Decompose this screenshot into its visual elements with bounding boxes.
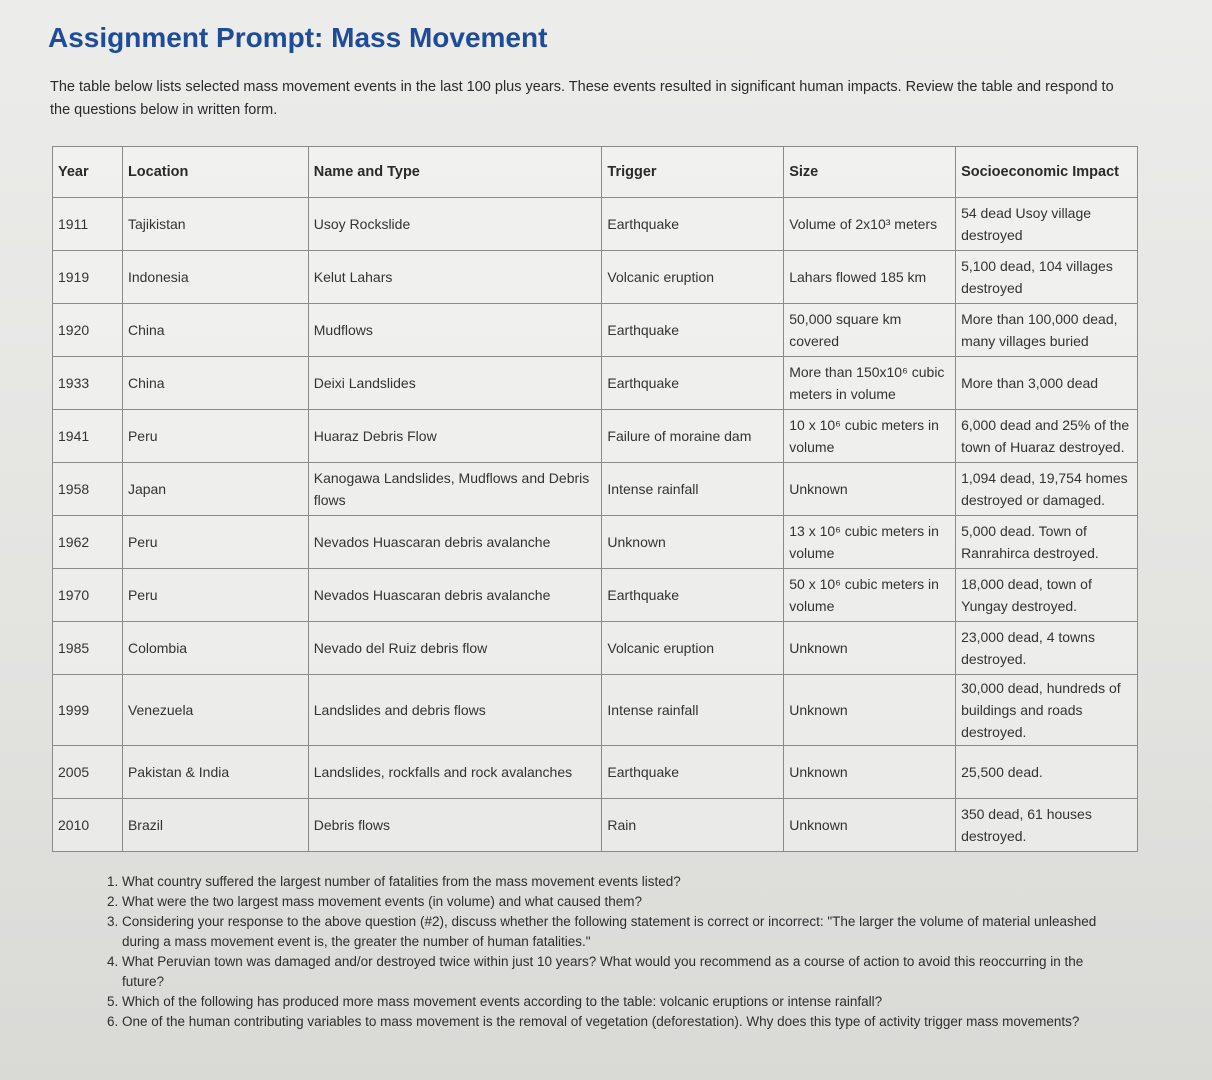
cell-impact: 1,094 dead, 19,754 homes destroyed or damaged. bbox=[956, 463, 1138, 516]
header-trigger: Trigger bbox=[602, 147, 784, 198]
question-item: 6. One of the human contributing variables to mass movement is the removal of vegetation (deforestation). Why does this type of activity trigger mass movements? bbox=[122, 1012, 1112, 1032]
cell-impact: 18,000 dead, town of Yungay destroyed. bbox=[956, 569, 1138, 622]
cell-impact: 350 dead, 61 houses destroyed. bbox=[956, 799, 1138, 852]
cell-location: Peru bbox=[122, 569, 308, 622]
cell-location: Peru bbox=[122, 410, 308, 463]
cell-size: Unknown bbox=[784, 622, 956, 675]
cell-year: 2010 bbox=[53, 799, 123, 852]
cell-trigger: Earthquake bbox=[602, 746, 784, 799]
cell-size: 10 x 10⁶ cubic meters in volume bbox=[784, 410, 956, 463]
cell-trigger: Intense rainfall bbox=[602, 463, 784, 516]
question-item: 5. Which of the following has produced more mass movement events according to the table: volcanic eruptions or intense rainfall? bbox=[122, 992, 1112, 1012]
cell-location: Japan bbox=[122, 463, 308, 516]
header-socioeconomic-impact: Socioeconomic Impact bbox=[956, 147, 1138, 198]
cell-location: Colombia bbox=[122, 622, 308, 675]
cell-year: 1970 bbox=[53, 569, 123, 622]
cell-year: 1985 bbox=[53, 622, 123, 675]
cell-location: Pakistan & India bbox=[122, 746, 308, 799]
cell-trigger: Failure of moraine dam bbox=[602, 410, 784, 463]
cell-impact: 25,500 dead. bbox=[956, 746, 1138, 799]
cell-year: 1958 bbox=[53, 463, 123, 516]
cell-name-type: Landslides, rockfalls and rock avalanches bbox=[308, 746, 602, 799]
table-row bbox=[53, 516, 1138, 569]
cell-name-type: Usoy Rockslide bbox=[308, 198, 602, 251]
cell-impact: More than 3,000 dead bbox=[956, 357, 1138, 410]
cell-impact: 54 dead Usoy village destroyed bbox=[956, 198, 1138, 251]
cell-year: 2005 bbox=[53, 746, 123, 799]
table-row bbox=[53, 569, 1138, 622]
cell-size: Volume of 2x10³ meters bbox=[784, 198, 956, 251]
page-title: Assignment Prompt: Mass Movement bbox=[48, 22, 548, 53]
cell-impact: 5,100 dead, 104 villages destroyed bbox=[956, 251, 1138, 304]
cell-trigger: Unknown bbox=[602, 516, 784, 569]
cell-size: More than 150x10⁶ cubic meters in volume bbox=[784, 357, 956, 410]
cell-year: 1941 bbox=[53, 410, 123, 463]
cell-name-type: Kanogawa Landslides, Mudflows and Debris flows bbox=[308, 463, 602, 516]
cell-trigger: Intense rainfall bbox=[602, 675, 784, 746]
cell-name-type: Nevados Huascaran debris avalanche bbox=[308, 569, 602, 622]
cell-name-type: Kelut Lahars bbox=[308, 251, 602, 304]
mass-movement-table bbox=[52, 146, 1138, 852]
table-row bbox=[53, 357, 1138, 410]
cell-year: 1911 bbox=[53, 198, 123, 251]
table-row bbox=[53, 675, 1138, 746]
cell-year: 1933 bbox=[53, 357, 123, 410]
question-item: 2. What were the two largest mass movement events (in volume) and what caused them? bbox=[122, 892, 1112, 912]
cell-year: 1919 bbox=[53, 251, 123, 304]
cell-name-type: Nevado del Ruiz debris flow bbox=[308, 622, 602, 675]
cell-trigger: Earthquake bbox=[602, 357, 784, 410]
table-row bbox=[53, 463, 1138, 516]
cell-impact: 23,000 dead, 4 towns destroyed. bbox=[956, 622, 1138, 675]
cell-impact: 5,000 dead. Town of Ranrahirca destroyed. bbox=[956, 516, 1138, 569]
cell-size: Unknown bbox=[784, 463, 956, 516]
cell-location: China bbox=[122, 357, 308, 410]
cell-year: 1999 bbox=[53, 675, 123, 746]
table-row bbox=[53, 799, 1138, 852]
cell-impact: 6,000 dead and 25% of the town of Huaraz destroyed. bbox=[956, 410, 1138, 463]
table-row bbox=[53, 198, 1138, 251]
cell-name-type: Debris flows bbox=[308, 799, 602, 852]
cell-year: 1962 bbox=[53, 516, 123, 569]
header-location: Location bbox=[122, 147, 308, 198]
table-header-row bbox=[53, 147, 1138, 198]
cell-year: 1920 bbox=[53, 304, 123, 357]
intro-paragraph: The table below lists selected mass movement events in the last 100 plus years. These events resulted in significant human impacts. Review the table and respond to the questions below in written form. bbox=[50, 79, 1114, 118]
cell-size: 13 x 10⁶ cubic meters in volume bbox=[784, 516, 956, 569]
cell-size: 50 x 10⁶ cubic meters in volume bbox=[784, 569, 956, 622]
table-row bbox=[53, 251, 1138, 304]
table-row bbox=[53, 622, 1138, 675]
table-row bbox=[53, 410, 1138, 463]
cell-name-type: Huaraz Debris Flow bbox=[308, 410, 602, 463]
cell-name-type: Nevados Huascaran debris avalanche bbox=[308, 516, 602, 569]
cell-size: 50,000 square km covered bbox=[784, 304, 956, 357]
table-row bbox=[53, 304, 1138, 357]
question-item: 1. What country suffered the largest number of fatalities from the mass movement events listed? bbox=[122, 872, 1112, 892]
cell-impact: 30,000 dead, hundreds of buildings and roads destroyed. bbox=[956, 675, 1138, 746]
cell-name-type: Mudflows bbox=[308, 304, 602, 357]
cell-location: Indonesia bbox=[122, 251, 308, 304]
cell-location: Peru bbox=[122, 516, 308, 569]
cell-location: China bbox=[122, 304, 308, 357]
cell-name-type: Landslides and debris flows bbox=[308, 675, 602, 746]
header-name-and-type: Name and Type bbox=[308, 147, 602, 198]
table-row bbox=[53, 746, 1138, 799]
cell-trigger: Volcanic eruption bbox=[602, 622, 784, 675]
cell-trigger: Volcanic eruption bbox=[602, 251, 784, 304]
cell-name-type: Deixi Landslides bbox=[308, 357, 602, 410]
cell-trigger: Rain bbox=[602, 799, 784, 852]
cell-size: Lahars flowed 185 km bbox=[784, 251, 956, 304]
header-year: Year bbox=[53, 147, 123, 198]
question-list bbox=[104, 872, 1112, 1032]
cell-trigger: Earthquake bbox=[602, 198, 784, 251]
header-size: Size bbox=[784, 147, 956, 198]
cell-size: Unknown bbox=[784, 746, 956, 799]
cell-location: Venezuela bbox=[122, 675, 308, 746]
cell-location: Tajikistan bbox=[122, 198, 308, 251]
cell-location: Brazil bbox=[122, 799, 308, 852]
cell-size: Unknown bbox=[784, 799, 956, 852]
cell-trigger: Earthquake bbox=[602, 569, 784, 622]
cell-size: Unknown bbox=[784, 675, 956, 746]
question-item: 4. What Peruvian town was damaged and/or destroyed twice within just 10 years? What would you recommend as a course of action to avoid this reoccurring in the future? bbox=[122, 952, 1112, 992]
question-item: 3. Considering your response to the above question (#2), discuss whether the following statement is correct or incorrect: "The larger the volume of material unleashed during a mass movement event is, the greater the number of human fatalities." bbox=[122, 912, 1112, 952]
cell-trigger: Earthquake bbox=[602, 304, 784, 357]
cell-impact: More than 100,000 dead, many villages buried bbox=[956, 304, 1138, 357]
